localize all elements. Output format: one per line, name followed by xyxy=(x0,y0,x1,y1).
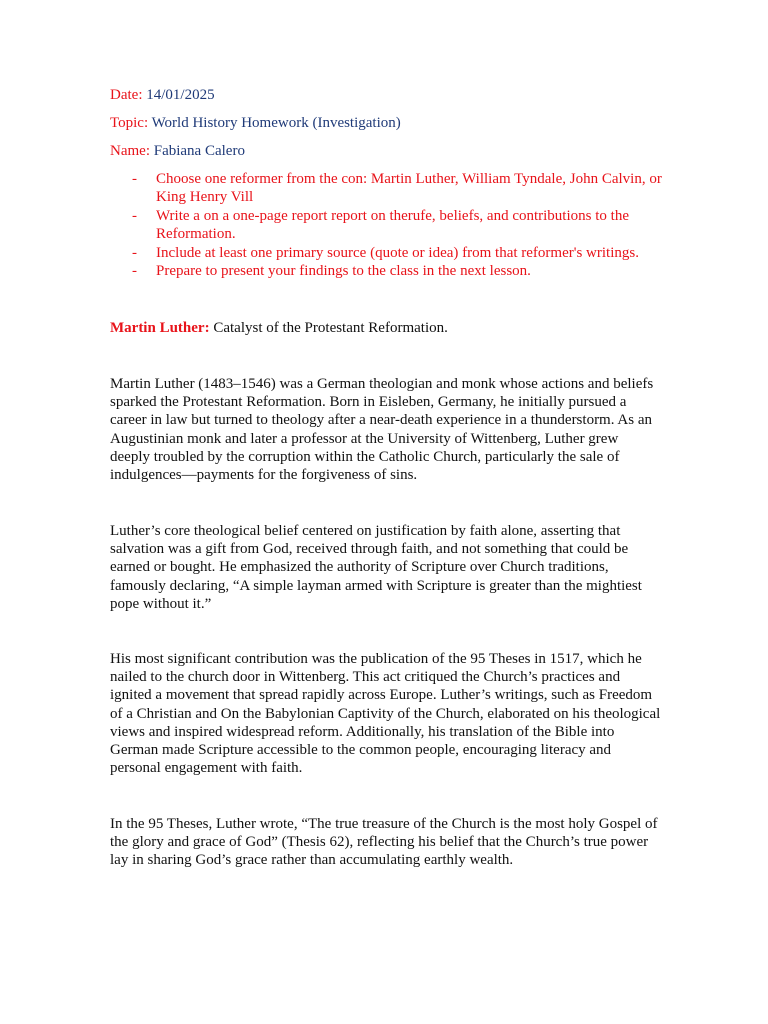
task-item xyxy=(110,244,662,262)
task-text: Write a on a one-page report report on therufe, beliefs, and contributions to the Reformation. xyxy=(156,207,629,243)
task-text: Prepare to present your findings to the class in the next lesson. xyxy=(156,263,531,280)
date-value: 14/01/2025 xyxy=(146,87,215,103)
paragraph-biography: Martin Luther (1483–1546) was a German theologian and monk whose actions and beliefs sparked the Protestant Reformation. Born in Eisleben, Germany, he initially pursued a career in law but turned to theology after a near-death experience in a thunderstorm. As an Augustinian monk and later a professor at the University of Wittenberg, Luther grew deeply troubled by the corruption within the Catholic Church, particularly the sale of indulgences—payments for the forgiveness of sins. xyxy=(110,376,654,484)
name-label: Name: xyxy=(110,143,150,159)
task-item xyxy=(110,170,662,207)
task-list xyxy=(110,170,662,280)
section-heading-label: Martin Luther: xyxy=(110,320,210,336)
paragraph-beliefs: Luther’s core theological belief centered on justification by faith alone, asserting that salvation was a gift from God, received through faith, and not something that could be earned or bought. He emphasized the authority of Scripture over Church traditions, famously declaring, “A simple layman armed with Scripture is greater than the mightiest pope without it.” xyxy=(110,523,642,612)
paragraph-contributions: His most significant contribution was the publication of the 95 Theses in 1517, which he nailed to the church door in Wittenberg. This act critiqued the Church’s practices and ignited a movement that spread rapidly across Europe. Luther’s writings, such as Freedom of a Christian and On the Babylonian Captivity of the Church, elaborated on his theological views and inspired widespread reform. Additionally, his translation of the Bible into German made Scripture accessible to the common people, encouraging literacy and personal engagement with faith. xyxy=(110,651,661,777)
topic-value: World History Homework (Investigation) xyxy=(151,115,401,131)
task-item xyxy=(110,207,662,244)
task-text: Choose one reformer from the con: Martin Luther, William Tyndale, John Calvin, or King Henry Vill xyxy=(156,171,662,206)
date-line xyxy=(110,86,215,104)
task-bullet: - xyxy=(132,207,137,224)
task-text: Include at least one primary source (quote or idea) from that reformer's writings. xyxy=(156,244,639,261)
task-bullet: - xyxy=(132,244,137,261)
name-line xyxy=(110,142,245,160)
name-value: Fabiana Calero xyxy=(153,143,245,159)
task-bullet: - xyxy=(132,263,137,280)
section-heading-text: Catalyst of the Protestant Reformation. xyxy=(213,320,448,336)
paragraph-primary-source: In the 95 Theses, Luther wrote, “The true treasure of the Church is the most holy Gospel of the glory and grace of God” (Thesis 62), reflecting his belief that the Church’s true power lay in sharing God’s grace rather than accumulating earthly wealth. xyxy=(110,816,658,869)
section-heading xyxy=(110,319,448,337)
task-item xyxy=(110,262,662,280)
date-label: Date: xyxy=(110,87,143,103)
task-bullet: - xyxy=(132,171,137,187)
topic-label: Topic: xyxy=(110,115,149,131)
topic-line xyxy=(110,114,401,132)
